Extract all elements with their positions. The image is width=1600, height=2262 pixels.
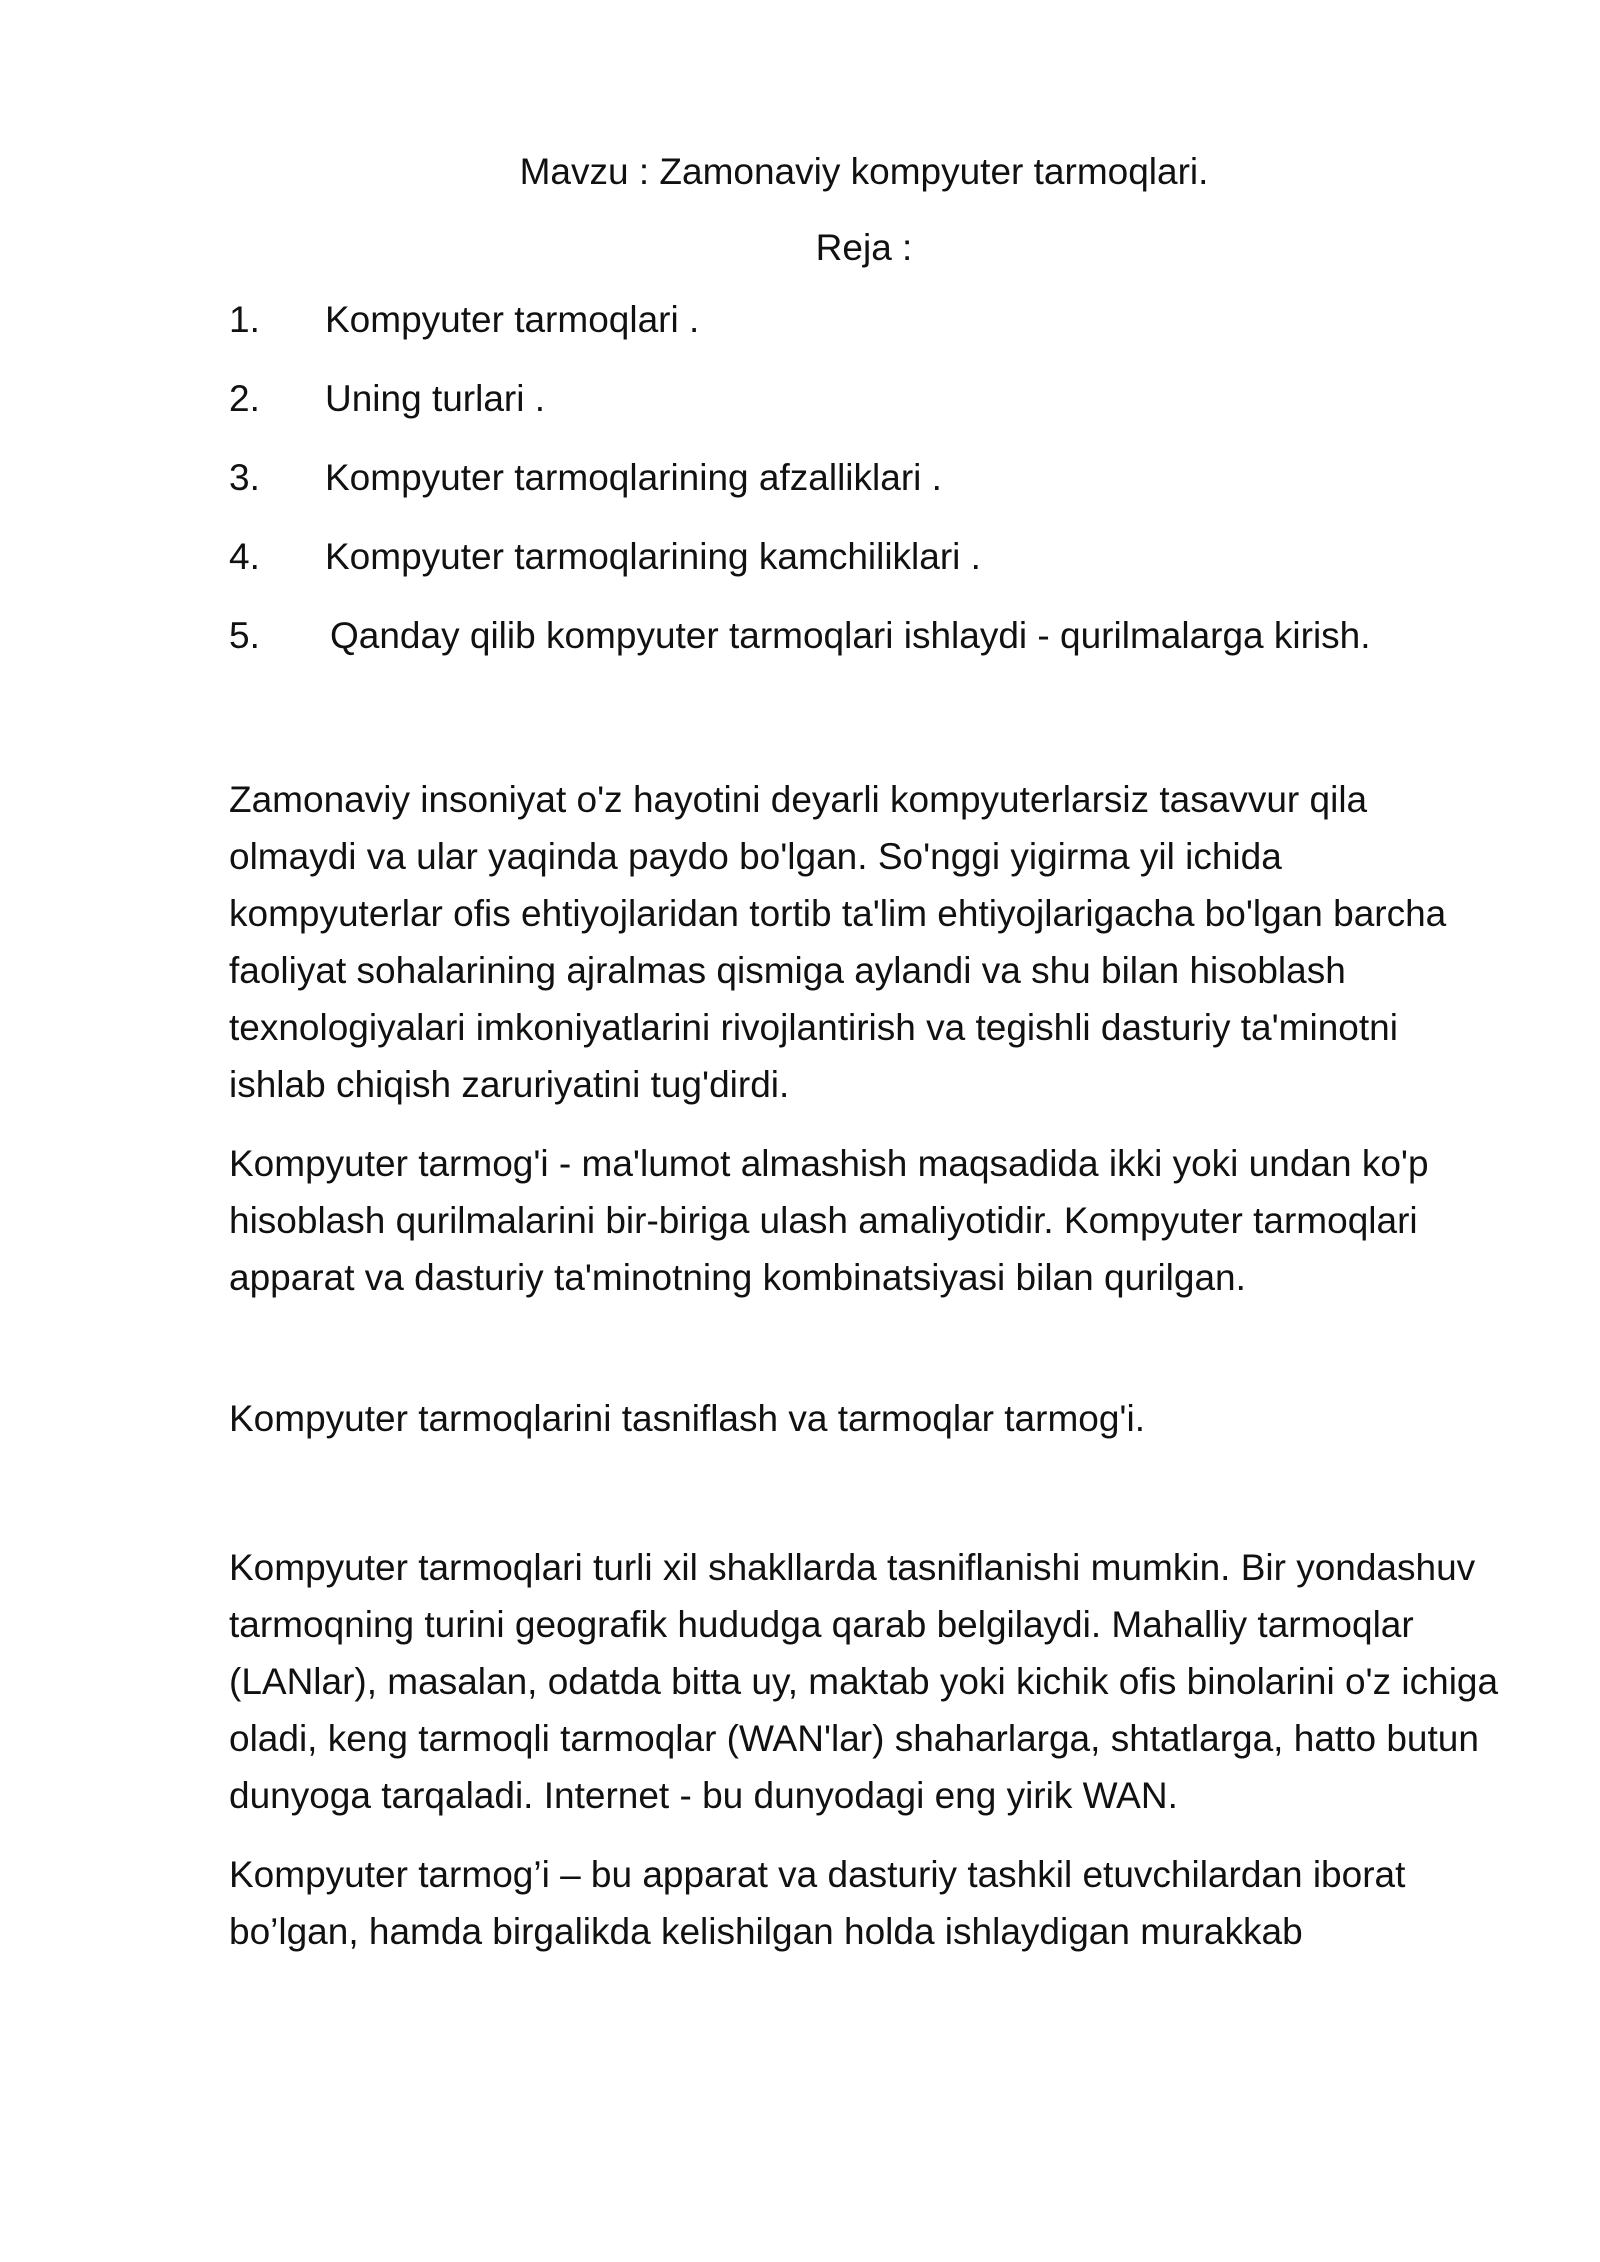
plan-item (229, 456, 1499, 500)
plan-item-text: Uning turlari . (325, 378, 546, 419)
document-content (229, 150, 1499, 1982)
plan-item (229, 535, 1499, 579)
plan-item (229, 298, 1499, 342)
plan-item-text: Kompyuter tarmoqlarining afzalliklari . (325, 457, 942, 498)
body-paragraph: Kompyuter tarmog'i - ma'lumot almashish maqsadida ikki yoki undan ko'p hisoblash qurilmalarini bir-biriga ulash amaliyotidir. Kompyuter tarmoqlari apparat va dasturiy ta'minotning kombinatsiyasi bilan qurilgan. (229, 1143, 1429, 1298)
spacer (229, 1447, 1499, 1539)
plan-item-number: 2. (229, 378, 260, 419)
plan-list (229, 298, 1499, 658)
plan-item-text: Kompyuter tarmoqlari . (325, 299, 700, 340)
section-paragraph: Kompyuter tarmoqlari turli xil shakllarda tasniflanishi mumkin. Bir yondashuv tarmoqning turini geografik hududga qarab belgilaydi. Mahalliy tarmoqlar (LANlar), masalan, odatda bitta uy, maktab yoki kichik ofis binolarini o'z ichiga oladi, keng tarmoqli tarmoqlar (WAN'lar) shaharlarga, shtatlarga, hatto butun dunyoga tarqaladi. Internet - bu dunyodagi eng yirik WAN. (229, 1547, 1499, 1816)
plan-item-number: 3. (229, 457, 260, 498)
spacer (229, 693, 1499, 771)
document-title: Mavzu : Zamonaviy kompyuter tarmoqlari. (519, 151, 1209, 192)
plan-heading: Reja : (815, 227, 913, 268)
section-paragraph: Kompyuter tarmog’i – bu apparat va dasturiy tashkil etuvchilardan iborat bo’lgan, hamda birgalikda kelishilgan holda ishlaydigan murakkab (229, 1854, 1406, 1952)
plan-item (229, 614, 1499, 658)
plan-item-number: 5. (229, 615, 260, 656)
plan-item-text: Qanday qilib kompyuter tarmoqlari ishlaydi - qurilmalarga kirish. (330, 615, 1371, 656)
plan-item-number: 1. (229, 299, 260, 340)
section-heading: Kompyuter tarmoqlarini tasniflash va tarmoqlar tarmog'i. (229, 1398, 1145, 1439)
plan-item-number: 4. (229, 536, 260, 577)
body-paragraph: Zamonaviy insoniyat o'z hayotini deyarli kompyuterlarsiz tasavvur qila olmaydi va ular yaqinda paydo bo'lgan. So'nggi yigirma yil ichida kompyuterlar ofis ehtiyojlaridan tortib ta'lim ehtiyojlarigacha bo'lgan barcha faoliyat sohalarining ajralmas qismiga aylandi va shu bilan hisoblash texnologiyalari imkoniyatlarini rivojlantirish va tegishli dasturiy ta'minotni ishlab chiqish zaruriyatini tug'dirdi. (229, 779, 1447, 1105)
plan-item-text: Kompyuter tarmoqlarining kamchiliklari . (325, 536, 981, 577)
spacer (229, 1328, 1499, 1390)
plan-item (229, 377, 1499, 421)
